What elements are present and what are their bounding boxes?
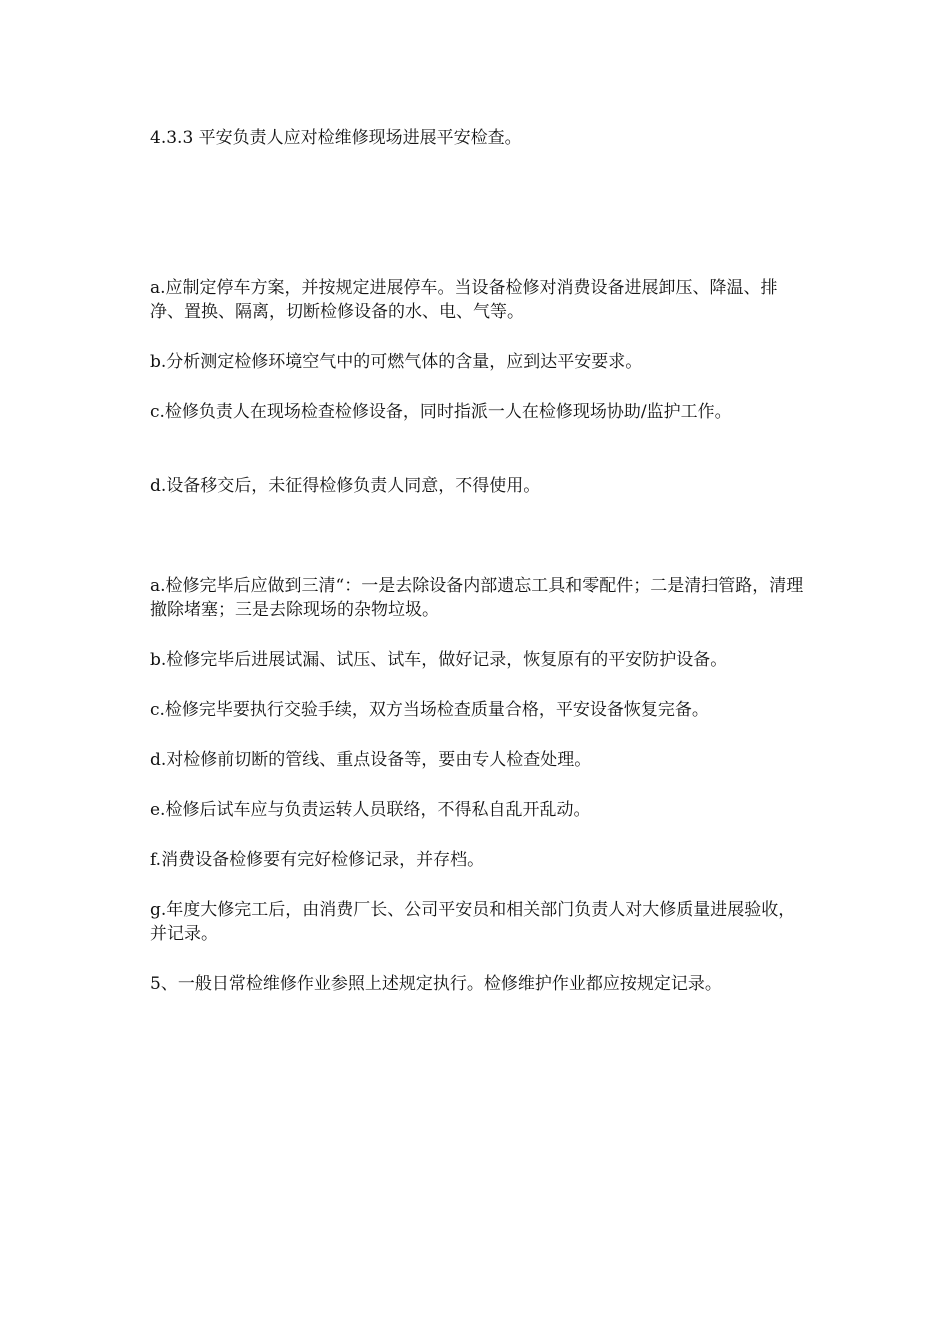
paragraph-a4: d.设备移交后，未征得检修负责人同意，不得使用。 xyxy=(150,476,541,496)
paragraph-b1: a.检修完毕后应做到三清“：一是去除设备内部遗忘工具和零配件；二是清扫管路，清理撤除堵塞；三是去除现场的杂物垃圾。 xyxy=(150,576,804,620)
paragraph-a3: c.检修负责人在现场检查检修设备，同时指派一人在检修现场协助/监护工作。 xyxy=(150,402,732,422)
closing-paragraph: 5、一般日常检维修作业参照上述规定执行。检修维护作业都应按规定记录。 xyxy=(150,974,722,994)
paragraph-b2: b.检修完毕后进展试漏、试压、试车，做好记录，恢复原有的平安防护设备。 xyxy=(150,650,728,670)
paragraph-b4: d.对检修前切断的管线、重点设备等，要由专人检查处理。 xyxy=(150,750,592,770)
paragraph-b5: e.检修后试车应与负责运转人员联络，不得私自乱开乱动。 xyxy=(150,800,591,820)
paragraph-a2: b.分析测定检修环境空气中的可燃气体的含量，应到达平安要求。 xyxy=(150,352,643,372)
paragraph-b7: g.年度大修完工后，由消费厂长、公司平安员和相关部门负责人对大修质量进展验收，并记录。 xyxy=(150,900,796,944)
section-heading: 4.3.3 平安负责人应对检维修现场进展平安检查。 xyxy=(150,128,522,148)
paragraph-b3: c.检修完毕要执行交验手续，双方当场检查质量合格，平安设备恢复完备。 xyxy=(150,700,709,720)
paragraph-b6: f.消费设备检修要有完好检修记录，并存档。 xyxy=(150,850,485,870)
paragraph-a1: a.应制定停车方案，并按规定进展停车。当设备检修对消费设备进展卸压、降温、排净、置换、隔离，切断检修设备的水、电、气等。 xyxy=(150,278,778,322)
